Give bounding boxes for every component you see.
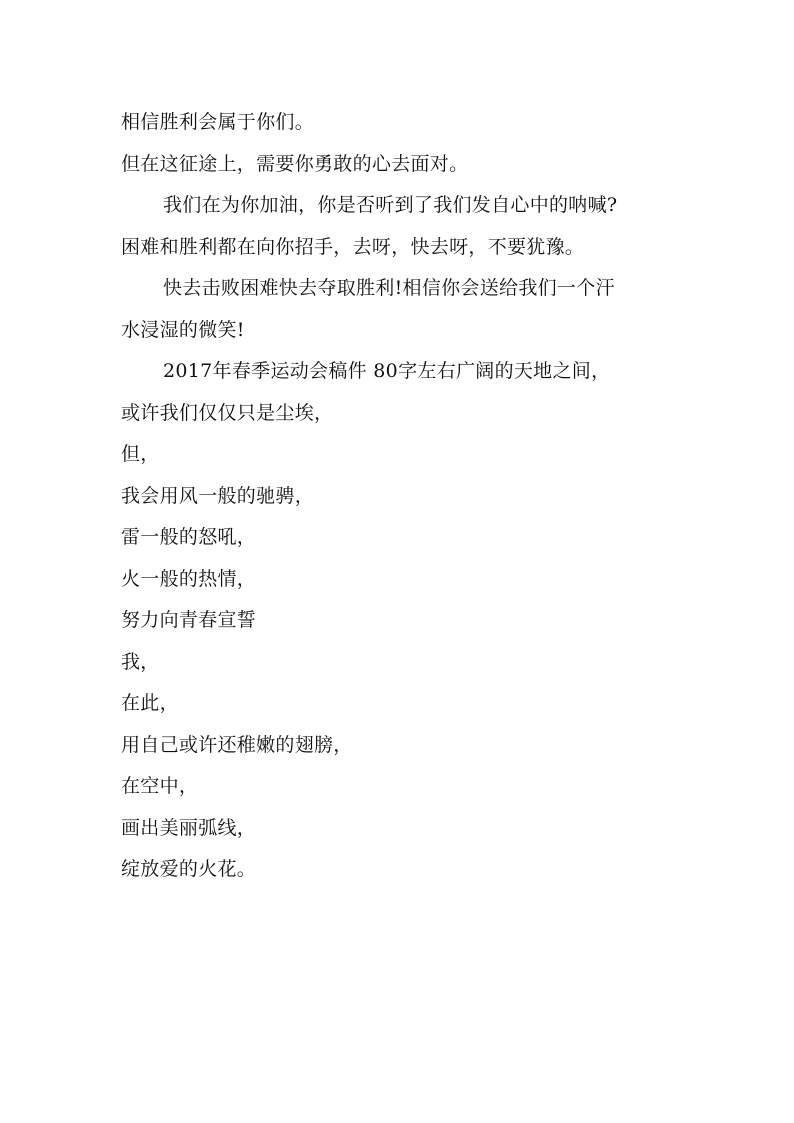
text-line: 水浸湿的微笑! — [121, 318, 245, 341]
text-line: 用自己或许还稚嫩的翅膀， — [121, 733, 353, 756]
text-line: 相信胜利会属于你们。 — [121, 111, 315, 133]
text-line: 或许我们仅仅只是尘埃， — [121, 401, 334, 424]
text-line: 在此， — [121, 692, 179, 714]
text-line: 2017年春季运动会稿件 80字左右广阔的天地之间， — [163, 360, 611, 382]
text-line: 我会用风一般的驰骋， — [121, 484, 315, 507]
text-line: 困难和胜利都在向你招手，去呀，快去呀，不要犹豫。 — [121, 235, 585, 258]
document-body — [121, 102, 681, 891]
text-line: 火一般的热情， — [121, 567, 257, 590]
text-line: 雷一般的怒吼， — [121, 526, 257, 548]
text-line: 快去击败困难快去夺取胜利!相信你会送给我们一个汗 — [163, 277, 615, 299]
text-line: 但在这征途上，需要你勇敢的心去面对。 — [121, 152, 469, 175]
text-line: 我们在为你加油，你是否听到了我们发自心中的呐喊? — [163, 194, 618, 216]
text-line: 绽放爱的火花。 — [121, 858, 257, 880]
text-line: 我， — [121, 650, 160, 673]
text-line: 画出美丽弧线， — [121, 816, 257, 839]
text-line: 努力向青春宣誓 — [121, 609, 257, 631]
text-line: 在空中， — [121, 775, 199, 797]
text-line: 但， — [121, 443, 160, 465]
